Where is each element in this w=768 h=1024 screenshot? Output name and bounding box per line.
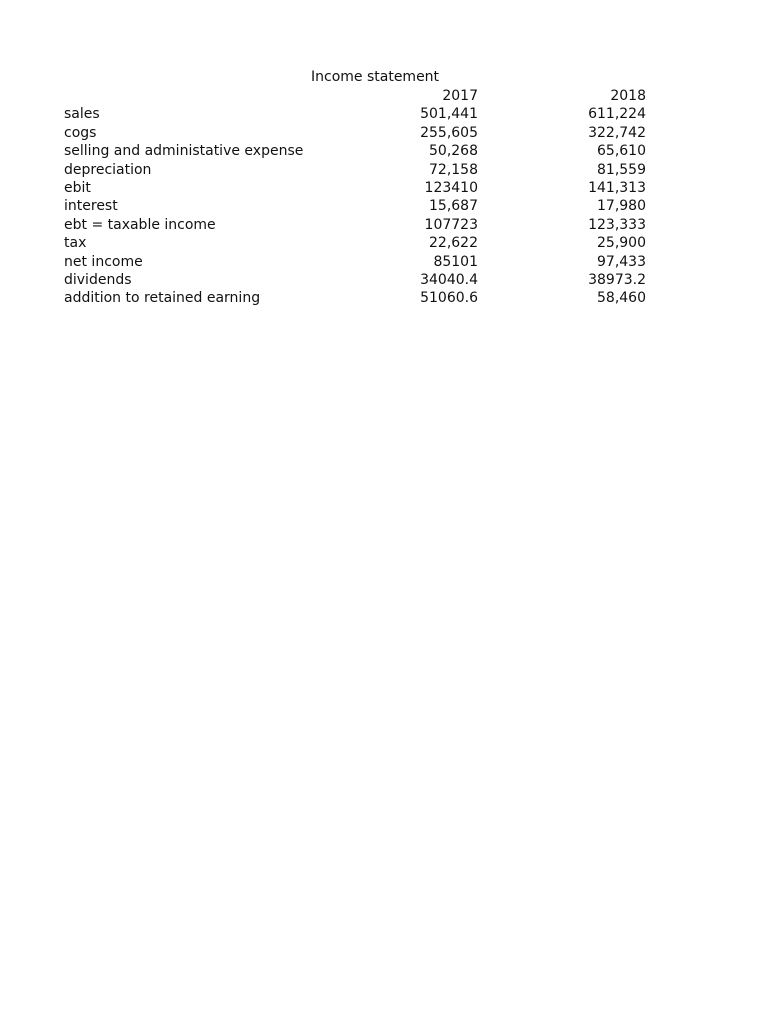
- row-label: ebt = taxable income: [64, 216, 216, 233]
- value-2018: 65,610: [597, 143, 646, 160]
- value-2018: 141,313: [588, 179, 646, 196]
- row-label: addition to retained earning: [64, 290, 261, 307]
- row-label: selling and administative expense: [64, 143, 304, 160]
- value-2018: 81,559: [597, 161, 646, 178]
- value-2018: 58,460: [597, 290, 646, 307]
- value-2017: 72,158: [429, 161, 478, 178]
- row-label: cogs: [64, 124, 97, 141]
- table-header-row: [64, 87, 646, 105]
- value-2018: 611,224: [588, 106, 646, 123]
- page-title: Income statement: [311, 69, 440, 85]
- value-2018: 97,433: [597, 253, 646, 270]
- table-row: [64, 197, 646, 215]
- header-2017: 2017: [442, 88, 478, 104]
- value-2018: 38973.2: [588, 271, 646, 288]
- value-2018: 17,980: [597, 198, 646, 215]
- table-row: [64, 105, 646, 123]
- table-row: [64, 124, 646, 142]
- value-2017: 255,605: [420, 124, 478, 141]
- row-label: tax: [64, 235, 87, 252]
- table-row: [64, 216, 646, 234]
- table-row: [64, 253, 646, 271]
- value-2017: 22,622: [429, 235, 478, 252]
- value-2017: 501,441: [420, 106, 478, 123]
- header-2018: 2018: [610, 88, 646, 104]
- row-label: net income: [64, 253, 143, 270]
- row-label: dividends: [64, 271, 132, 288]
- value-2017: 34040.4: [420, 271, 478, 288]
- table-row: [64, 289, 646, 307]
- table-row: [64, 271, 646, 289]
- value-2017: 85101: [433, 253, 478, 270]
- row-label: interest: [64, 198, 118, 215]
- value-2017: 51060.6: [420, 290, 478, 307]
- row-label: depreciation: [64, 161, 152, 178]
- value-2018: 322,742: [588, 124, 646, 141]
- table-row: [64, 234, 646, 252]
- value-2017: 123410: [424, 179, 478, 196]
- value-2017: 107723: [424, 216, 478, 233]
- table-row: [64, 179, 646, 197]
- row-label: sales: [64, 106, 100, 123]
- value-2017: 15,687: [429, 198, 478, 215]
- table-row: [64, 142, 646, 160]
- value-2018: 25,900: [597, 235, 646, 252]
- value-2018: 123,333: [588, 216, 646, 233]
- table-row: [64, 161, 646, 179]
- income-statement-table: [64, 87, 646, 308]
- row-label: ebit: [64, 179, 91, 196]
- value-2017: 50,268: [429, 143, 478, 160]
